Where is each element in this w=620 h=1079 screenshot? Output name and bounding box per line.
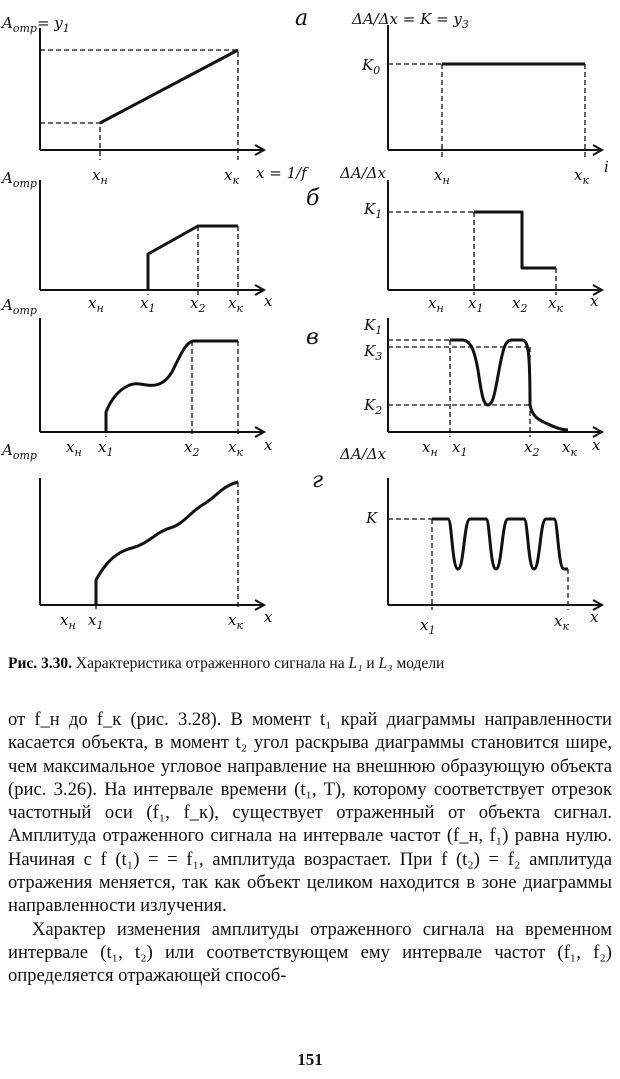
caption-and: и [362,655,379,672]
tick-label-x1-right: $x_1$ [452,438,468,459]
x-axis-label: x [264,292,273,310]
panel-letter-g: г [312,468,324,493]
panel-a-left [0,6,309,187]
caption-label: Рис. 3.30. [8,655,73,672]
k0-label: $K_0$ [362,56,381,77]
amplitude-curve [96,482,238,605]
k-label: K [366,509,378,527]
tick-label-x1: $x_1$ [88,611,104,632]
tick-label-xh: $x_н$ [60,611,76,632]
k2-label: $K_2$ [364,396,383,417]
y-axis-label: $A_{отр}= y_1$ [2,14,70,35]
derivative-curve [450,340,568,430]
tick-label-x1: $x_1$ [98,438,114,459]
tick-label-xk: $x_к$ [228,294,244,315]
tick-label-xk-right: $x_к$ [554,612,570,633]
tick-label-xk-right: $x_к$ [548,294,564,315]
panel-b-right [339,164,602,315]
y-axis-label-right: $\Delta A/\Delta x = K = y_3$ [352,10,469,31]
y-axis-label-right: ΔA/Δx [340,164,387,182]
tick-label-xk-right: $x_к$ [562,438,578,459]
tick-label-x2-right: $x_2$ [524,438,540,459]
x-axis-label: x [264,608,273,626]
panel-a-right [351,10,609,187]
caption-l3: L₃ [378,655,393,672]
amplitude-curve [106,341,238,432]
x-axis-label-right: x [590,292,599,310]
y-axis-label: $A_{отр}$ [2,169,37,190]
tick-label-x2: $x_2$ [184,438,200,459]
y-axis-label: $A_{отр}$ [2,441,37,462]
ramp-line [100,50,238,123]
tick-label-xk: $x_к$ [228,438,244,459]
k1-label: $K_1$ [364,200,383,221]
step-line [474,212,556,268]
tick-label-xh: $x_н$ [88,294,104,315]
y-axis-label-right: ΔA/Δx [340,445,387,463]
paragraph: от f_н до f_к (рис. 3.28). В момент t₁ край диаграммы направленности касается объекта, в момент t₂ угол раскрыва диаграммы становится шире, чем максимальное угловое направление на внешнюю образующую объекта (рис. 3.26). На интервале времени (t₁, T), которому соответствует отрезок частотный оси (f₁, f_к), существует отраженный от объекта сигнал. Амплитуда отраженного сигнала на интервале частот (f_н, f₁) равна нулю. Начиная с f (t₁) = = f₁, амплитуда возрастает. При f (t₂) = f₂ амплитуда отражения меняется, так как объект целиком находится в зоне диаграммы направленности излучения. [8,709,612,917]
panel-letter-a: а [295,6,309,31]
panel-b-left [0,169,320,315]
tick-label-xh-right: $x_н$ [428,294,444,315]
tick-label-x1-right: $x_1$ [468,294,484,315]
oscillation-curve [432,519,568,569]
y-axis-label: $A_{отр}$ [2,296,37,317]
panel-letter-b: б [306,186,320,211]
k3-label: $K_3$ [364,342,383,363]
caption-text: Характеристика отраженного сигнала на [72,655,349,672]
tick-label-xk: $x_к$ [224,166,240,187]
tick-label-xk: $x_к$ [228,611,244,632]
caption-text-end: модели [392,655,445,672]
caption-l1: L₁ [348,655,363,672]
panel-c-left [0,296,319,459]
k1-label: $K_1$ [364,316,383,337]
tick-label-xh-right: $x_н$ [422,438,438,459]
x-axis-label-right: x [592,436,601,454]
tick-label-x2-right: $x_2$ [512,294,528,315]
x-axis-label-right: x [590,608,599,626]
panel-d-left [0,441,323,632]
panel-letter-v: в [306,325,319,350]
figure-caption [8,655,618,673]
tick-label-xh-right: $x_н$ [434,166,450,187]
tick-label-x2: $x_2$ [190,294,206,315]
paragraph: Характер изменения амплитуды отраженного сигнала на временном интервале (t₁, t₂) или соответствующем ему интервале частот (f₁, f₂) определяется отражающей способ- [8,918,612,987]
tick-label-x1: $x_1$ [140,294,156,315]
x-axis-label: x [264,436,273,454]
x-axis-label-right: i [604,158,609,176]
tick-label-xh: $x_н$ [66,438,82,459]
tick-label-xh: $x_н$ [92,166,108,187]
page-number: 151 [297,1050,323,1069]
panel-c-right [339,316,602,463]
panel-d-right [365,478,602,637]
tick-label-x1-right: $x_1$ [420,616,436,637]
x-axis-label: x = 1/f [256,164,307,182]
step-ramp-line [148,226,238,290]
body-text [8,708,612,988]
tick-label-xk-right: $x_к$ [574,166,590,187]
